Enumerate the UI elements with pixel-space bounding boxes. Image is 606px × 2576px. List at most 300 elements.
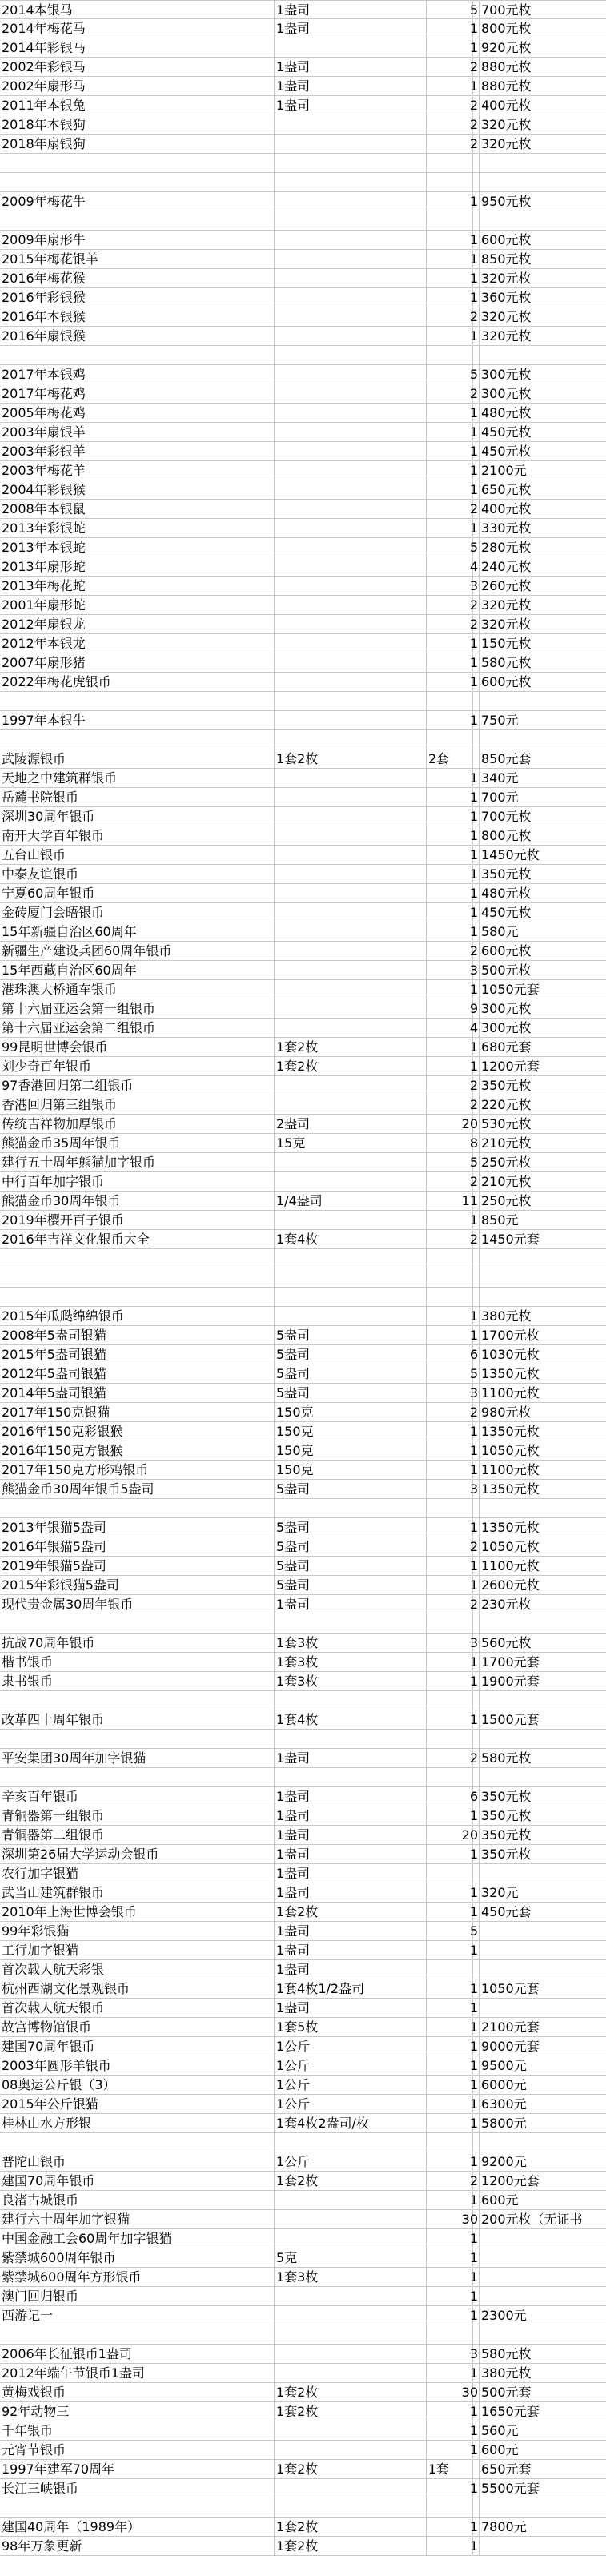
quantity-cell[interactable] <box>469 577 480 595</box>
price-cell[interactable]: 1030元枚 <box>481 1347 540 1362</box>
quantity-cell[interactable] <box>473 346 480 364</box>
quantity-cell[interactable] <box>469 1537 480 1556</box>
spec-cell[interactable]: 150克 <box>275 1403 427 1421</box>
price-cell[interactable]: 320元枚 <box>481 597 532 613</box>
price-cell[interactable]: 1350元枚 <box>481 1424 540 1439</box>
set-count-cell[interactable] <box>427 942 473 960</box>
quantity-cell[interactable] <box>469 980 480 999</box>
item-name-cell[interactable]: 1997年建军70周年 <box>0 2460 275 2478</box>
set-count-cell[interactable] <box>427 2095 473 2113</box>
item-name-cell[interactable]: 武陵源银币 <box>0 749 275 768</box>
price-cell[interactable]: 1050元枚 <box>481 1539 540 1554</box>
spec-cell[interactable]: 5盎司 <box>275 1576 427 1594</box>
item-name-cell[interactable] <box>0 1730 275 1748</box>
item-name-cell[interactable] <box>0 1249 275 1268</box>
quantity-cell[interactable] <box>473 1268 480 1287</box>
quantity-cell[interactable] <box>469 2248 480 2267</box>
price-cell[interactable]: 300元枚 <box>481 1001 532 1016</box>
price-cell[interactable]: 300元枚 <box>481 367 532 382</box>
price-cell[interactable]: 450元枚 <box>481 905 532 920</box>
quantity-cell[interactable] <box>473 2325 480 2344</box>
item-name-cell[interactable]: 农行加字银猫 <box>0 1864 275 1883</box>
price-cell[interactable]: 340元 <box>481 770 519 786</box>
item-name-cell[interactable]: 中泰友谊银币 <box>0 865 275 883</box>
quantity-cell[interactable] <box>469 519 480 537</box>
item-name-cell[interactable]: 西游记一 <box>0 2306 275 2325</box>
spec-cell[interactable] <box>275 634 427 653</box>
price-cell[interactable]: 240元枚 <box>481 559 532 574</box>
set-count-cell[interactable] <box>427 384 473 403</box>
set-count-cell[interactable] <box>427 2306 473 2325</box>
item-name-cell[interactable]: 2014年彩银马 <box>0 38 275 57</box>
item-name-cell[interactable]: 青铜器第一组银币 <box>0 1806 275 1825</box>
quantity-cell[interactable] <box>469 307 480 326</box>
price-cell[interactable]: 320元枚 <box>481 117 532 132</box>
spec-cell[interactable]: 1套3枚 <box>275 1634 427 1652</box>
item-name-cell[interactable]: 港珠澳大桥通车银币 <box>0 980 275 999</box>
price-cell[interactable]: 210元枚 <box>481 1174 532 1189</box>
price-cell[interactable]: 6300元 <box>481 2096 527 2112</box>
quantity-cell[interactable] <box>473 1249 480 1268</box>
price-cell[interactable]: 380元枚 <box>481 1308 532 1324</box>
quantity-cell[interactable] <box>469 634 480 653</box>
item-name-cell[interactable]: 2018年本银狗 <box>0 115 275 134</box>
price-cell[interactable] <box>480 1922 606 1940</box>
set-count-cell[interactable] <box>427 1691 473 1710</box>
price-cell[interactable]: 920元枚 <box>481 40 532 55</box>
item-name-cell[interactable]: 99昆明世博会银币 <box>0 1038 275 1056</box>
item-name-cell[interactable]: 香港回归第三组银币 <box>0 1095 275 1114</box>
spec-cell[interactable] <box>275 2345 427 2363</box>
quantity-cell[interactable] <box>469 365 480 384</box>
price-cell[interactable]: 450元枚 <box>481 424 532 440</box>
set-count-cell[interactable] <box>427 1518 473 1537</box>
spec-cell[interactable] <box>275 1691 427 1710</box>
item-name-cell[interactable]: 平安集团30周年加字银猫 <box>0 1749 275 1767</box>
item-name-cell[interactable]: 建国40周年（1989年） <box>0 2518 275 2536</box>
quantity-cell[interactable] <box>469 135 480 153</box>
quantity-cell[interactable] <box>469 1999 480 2017</box>
quantity-cell[interactable] <box>473 211 480 230</box>
set-count-cell[interactable] <box>427 96 473 115</box>
quantity-cell[interactable] <box>469 653 480 672</box>
item-name-cell[interactable]: 2016年150克彩银猴 <box>0 1422 275 1441</box>
price-cell[interactable]: 5800元 <box>481 2116 527 2131</box>
price-cell[interactable]: 600元枚 <box>481 232 532 247</box>
price-cell[interactable]: 700元 <box>481 790 519 805</box>
price-cell[interactable]: 560元 <box>481 2423 519 2438</box>
quantity-cell[interactable] <box>469 2518 480 2536</box>
set-count-cell[interactable] <box>427 1710 473 1729</box>
quantity-cell[interactable] <box>469 58 480 76</box>
item-name-cell[interactable]: 2003年扇银羊 <box>0 423 275 441</box>
quantity-cell[interactable] <box>469 2268 480 2286</box>
price-cell[interactable]: 220元枚 <box>481 1097 532 1112</box>
quantity-cell[interactable] <box>469 1845 480 1863</box>
price-cell[interactable]: 250元枚 <box>481 1193 532 1208</box>
quantity-cell[interactable] <box>469 38 480 57</box>
spec-cell[interactable] <box>275 1730 427 1748</box>
price-cell[interactable]: 2100元 <box>481 463 527 478</box>
price-cell[interactable]: 680元套 <box>481 1039 532 1055</box>
set-count-cell[interactable] <box>427 769 473 787</box>
set-count-cell[interactable] <box>427 1230 473 1248</box>
price-cell[interactable]: 320元 <box>481 1885 519 1900</box>
set-count-cell[interactable] <box>427 1307 473 1325</box>
price-cell[interactable]: 1050元套 <box>481 1981 540 1996</box>
price-cell[interactable]: 500元枚 <box>481 962 532 978</box>
price-cell[interactable]: 480元枚 <box>481 405 532 420</box>
item-name-cell[interactable]: 2015年梅花银羊 <box>0 250 275 268</box>
item-name-cell[interactable]: 元宵节银币 <box>0 2441 275 2459</box>
item-name-cell[interactable] <box>0 211 275 230</box>
item-name-cell[interactable]: 中国金融工会60周年加字银猫 <box>0 2229 275 2248</box>
set-count-cell[interactable] <box>427 2133 473 2152</box>
price-cell[interactable]: 350元枚 <box>481 866 532 882</box>
quantity-cell[interactable] <box>469 288 480 307</box>
set-count-cell[interactable] <box>427 1153 473 1171</box>
quantity-cell[interactable] <box>469 96 480 115</box>
price-cell[interactable] <box>480 2537 606 2555</box>
set-count-cell[interactable] <box>427 903 473 922</box>
spec-cell[interactable] <box>275 826 427 845</box>
quantity-cell[interactable] <box>469 903 480 922</box>
price-cell[interactable]: 1050元枚 <box>481 1443 540 1458</box>
spec-cell[interactable] <box>275 192 427 211</box>
quantity-cell[interactable] <box>469 884 480 902</box>
quantity-cell[interactable] <box>469 2056 480 2075</box>
set-count-cell[interactable]: 2套 <box>427 749 473 768</box>
set-count-cell[interactable] <box>427 2498 473 2517</box>
quantity-cell[interactable] <box>469 1634 480 1652</box>
price-cell[interactable]: 320元枚 <box>481 136 532 151</box>
spec-cell[interactable] <box>275 942 427 960</box>
price-cell[interactable] <box>480 1691 606 1710</box>
item-name-cell[interactable]: 2002年彩银马 <box>0 58 275 76</box>
set-count-cell[interactable] <box>427 615 473 633</box>
quantity-cell[interactable] <box>469 2421 480 2440</box>
price-cell[interactable] <box>480 1249 606 1268</box>
spec-cell[interactable] <box>275 250 427 268</box>
price-cell[interactable] <box>480 154 606 172</box>
spec-cell[interactable] <box>275 423 427 441</box>
set-count-cell[interactable] <box>427 1845 473 1863</box>
set-count-cell[interactable] <box>427 673 473 691</box>
set-count-cell[interactable] <box>427 1134 473 1152</box>
item-name-cell[interactable]: 2012年扇银龙 <box>0 615 275 633</box>
item-name-cell[interactable]: 中行百年加字银币 <box>0 1172 275 1191</box>
spec-cell[interactable]: 1套2枚 <box>275 2460 427 2478</box>
quantity-cell[interactable] <box>469 1672 480 1690</box>
spec-cell[interactable]: 1公斤 <box>275 2076 427 2094</box>
item-name-cell[interactable]: 现代贵金属30周年银币 <box>0 1595 275 1614</box>
set-count-cell[interactable] <box>427 211 473 230</box>
set-count-cell[interactable] <box>427 346 473 364</box>
spec-cell[interactable] <box>275 384 427 403</box>
spec-cell[interactable] <box>275 577 427 595</box>
spec-cell[interactable]: 1套5枚 <box>275 2018 427 2036</box>
quantity-cell[interactable] <box>469 1979 480 1998</box>
set-count-cell[interactable] <box>427 2076 473 2094</box>
quantity-cell[interactable] <box>469 231 480 249</box>
price-cell[interactable]: 350元枚 <box>481 1808 532 1823</box>
set-count-cell[interactable] <box>427 980 473 999</box>
spec-cell[interactable] <box>275 788 427 806</box>
item-name-cell[interactable]: 2015年彩银猫5盎司 <box>0 1576 275 1594</box>
spec-cell[interactable]: 1套3枚 <box>275 1653 427 1671</box>
set-count-cell[interactable] <box>427 1172 473 1191</box>
item-name-cell[interactable]: 2008年5盎司银猫 <box>0 1326 275 1344</box>
price-cell[interactable]: 950元枚 <box>481 194 532 209</box>
spec-cell[interactable] <box>275 980 427 999</box>
price-cell[interactable] <box>480 1941 606 1959</box>
set-count-cell[interactable] <box>427 692 473 710</box>
set-count-cell[interactable] <box>427 538 473 557</box>
quantity-cell[interactable] <box>469 1326 480 1344</box>
price-cell[interactable]: 320元枚 <box>481 271 532 286</box>
set-count-cell[interactable] <box>427 1480 473 1498</box>
price-cell[interactable]: 560元枚 <box>481 1635 532 1650</box>
set-count-cell[interactable] <box>427 2287 473 2305</box>
item-name-cell[interactable]: 2022年梅花虎银币 <box>0 673 275 691</box>
item-name-cell[interactable]: 2013年银猫5盎司 <box>0 1518 275 1537</box>
item-name-cell[interactable]: 五台山银币 <box>0 846 275 864</box>
set-count-cell[interactable] <box>427 999 473 1018</box>
item-name-cell[interactable]: 熊猫金币35周年银币 <box>0 1134 275 1152</box>
set-count-cell[interactable] <box>427 1422 473 1441</box>
set-count-cell[interactable] <box>427 1441 473 1460</box>
item-name-cell[interactable]: 金砖厦门会晤银币 <box>0 903 275 922</box>
set-count-cell[interactable] <box>427 2248 473 2267</box>
price-cell[interactable] <box>480 173 606 191</box>
set-count-cell[interactable] <box>427 1749 473 1767</box>
item-name-cell[interactable]: 2016年扇银猴 <box>0 327 275 345</box>
spec-cell[interactable] <box>275 673 427 691</box>
spec-cell[interactable]: 1盎司 <box>275 58 427 76</box>
spec-cell[interactable] <box>275 1019 427 1037</box>
quantity-cell[interactable] <box>469 1403 480 1421</box>
quantity-cell[interactable] <box>473 2460 480 2478</box>
quantity-cell[interactable] <box>469 461 480 480</box>
price-cell[interactable] <box>480 1999 606 2017</box>
item-name-cell[interactable] <box>0 692 275 710</box>
quantity-cell[interactable] <box>469 1576 480 1594</box>
quantity-cell[interactable] <box>461 1192 480 1210</box>
quantity-cell[interactable] <box>461 1826 480 1844</box>
set-count-cell[interactable] <box>427 653 473 672</box>
set-count-cell[interactable] <box>427 1019 473 1037</box>
spec-cell[interactable] <box>275 115 427 134</box>
set-count-cell[interactable] <box>427 1595 473 1614</box>
item-name-cell[interactable]: 2012年本银龙 <box>0 634 275 653</box>
quantity-cell[interactable] <box>473 1768 480 1786</box>
item-name-cell[interactable]: 刘少奇百年银币 <box>0 1057 275 1075</box>
set-count-cell[interactable] <box>427 1537 473 1556</box>
price-cell[interactable] <box>480 2268 606 2286</box>
quantity-cell[interactable] <box>473 1960 480 1979</box>
item-name-cell[interactable]: 2014年梅花马 <box>0 19 275 38</box>
price-cell[interactable]: 700元枚 <box>481 809 532 824</box>
quantity-cell[interactable] <box>469 1211 480 1229</box>
price-cell[interactable]: 300元枚 <box>481 386 532 401</box>
item-name-cell[interactable]: 辛亥百年银币 <box>0 1787 275 1806</box>
price-cell[interactable]: 530元枚 <box>481 1116 532 1131</box>
set-count-cell[interactable] <box>427 1038 473 1056</box>
quantity-cell[interactable] <box>461 1115 480 1133</box>
quantity-cell[interactable] <box>469 2037 480 2056</box>
set-count-cell[interactable] <box>427 1268 473 1287</box>
spec-cell[interactable] <box>275 2191 427 2209</box>
quantity-cell[interactable] <box>469 538 480 557</box>
item-name-cell[interactable]: 2003年梅花羊 <box>0 461 275 480</box>
item-name-cell[interactable] <box>0 1499 275 1517</box>
price-cell[interactable]: 330元枚 <box>481 520 532 536</box>
spec-cell[interactable] <box>275 500 427 518</box>
spec-cell[interactable]: 1公斤 <box>275 2056 427 2075</box>
quantity-cell[interactable] <box>469 1710 480 1729</box>
quantity-cell[interactable] <box>469 2018 480 2036</box>
quantity-cell[interactable] <box>473 1730 480 1748</box>
item-name-cell[interactable]: 2006年长征银币1盎司 <box>0 2345 275 2363</box>
set-count-cell[interactable] <box>427 1576 473 1594</box>
quantity-cell[interactable] <box>469 1595 480 1614</box>
price-cell[interactable]: 480元枚 <box>481 886 532 901</box>
item-name-cell[interactable]: 2016年150克方银猴 <box>0 1441 275 1460</box>
set-count-cell[interactable] <box>427 77 473 95</box>
price-cell[interactable]: 1450元枚 <box>481 847 540 862</box>
quantity-cell[interactable] <box>469 673 480 691</box>
set-count-cell[interactable] <box>427 500 473 518</box>
quantity-cell[interactable] <box>473 2133 480 2152</box>
spec-cell[interactable] <box>275 692 427 710</box>
spec-cell[interactable]: 2盎司 <box>275 1115 427 1133</box>
spec-cell[interactable]: 1套2枚 <box>275 2383 427 2401</box>
quantity-cell[interactable] <box>469 1883 480 1902</box>
spec-cell[interactable]: 1盎司 <box>275 1864 427 1883</box>
set-count-cell[interactable] <box>427 365 473 384</box>
price-cell[interactable]: 2300元 <box>481 2308 527 2323</box>
spec-cell[interactable] <box>275 135 427 153</box>
spec-cell[interactable] <box>275 307 427 326</box>
spec-cell[interactable]: 1公斤 <box>275 2152 427 2171</box>
price-cell[interactable]: 750元 <box>481 713 519 728</box>
item-name-cell[interactable]: 2015年5盎司银猫 <box>0 1345 275 1364</box>
price-cell[interactable]: 580元枚 <box>481 1750 532 1766</box>
set-count-cell[interactable] <box>427 2325 473 2344</box>
set-count-cell[interactable] <box>427 1095 473 1114</box>
item-name-cell[interactable]: 2009年扇形牛 <box>0 231 275 249</box>
set-count-cell[interactable] <box>427 865 473 883</box>
set-count-cell[interactable] <box>427 730 473 749</box>
set-count-cell[interactable] <box>427 269 473 287</box>
set-count-cell[interactable] <box>427 2364 473 2382</box>
item-name-cell[interactable]: 建国70周年银币 <box>0 2172 275 2190</box>
set-count-cell[interactable] <box>427 2152 473 2171</box>
item-name-cell[interactable]: 普陀山银币 <box>0 2152 275 2171</box>
price-cell[interactable] <box>480 730 606 749</box>
set-count-cell[interactable] <box>427 1672 473 1690</box>
spec-cell[interactable]: 5盎司 <box>275 1480 427 1498</box>
price-cell[interactable]: 350元枚 <box>481 1827 532 1843</box>
set-count-cell[interactable] <box>427 1634 473 1652</box>
item-name-cell[interactable] <box>0 2498 275 2517</box>
item-name-cell[interactable]: 宁夏60周年银币 <box>0 884 275 902</box>
set-count-cell[interactable] <box>427 19 473 38</box>
quantity-cell[interactable] <box>469 2479 480 2498</box>
item-name-cell[interactable]: 2003年圆形羊银币 <box>0 2056 275 2075</box>
spec-cell[interactable]: 1套2枚 <box>275 1903 427 1921</box>
quantity-cell[interactable] <box>469 19 480 38</box>
item-name-cell[interactable]: 2016年本银猴 <box>0 307 275 326</box>
price-cell[interactable]: 7800元 <box>481 2519 527 2534</box>
item-name-cell[interactable]: 98年万象更新 <box>0 2537 275 2555</box>
item-name-cell[interactable]: 第十六届亚运会第二组银币 <box>0 1019 275 1037</box>
spec-cell[interactable]: 5克 <box>275 2248 427 2267</box>
spec-cell[interactable] <box>275 711 427 729</box>
price-cell[interactable]: 2100元套 <box>481 2019 540 2035</box>
quantity-cell[interactable] <box>469 1019 480 1037</box>
quantity-cell[interactable] <box>469 269 480 287</box>
item-name-cell[interactable] <box>0 1768 275 1786</box>
item-name-cell[interactable]: 武当山建筑群银币 <box>0 1883 275 1902</box>
set-count-cell[interactable] <box>427 1787 473 1806</box>
quantity-cell[interactable] <box>473 1499 480 1517</box>
price-cell[interactable]: 320元枚 <box>481 328 532 344</box>
price-cell[interactable]: 1900元套 <box>481 1674 540 1689</box>
spec-cell[interactable] <box>275 961 427 979</box>
item-name-cell[interactable]: 首次载人航天彩银 <box>0 1960 275 1979</box>
spec-cell[interactable] <box>275 865 427 883</box>
spec-cell[interactable] <box>275 1172 427 1191</box>
item-name-cell[interactable]: 2017年本银鸡 <box>0 365 275 384</box>
price-cell[interactable]: 1350元枚 <box>481 1481 540 1497</box>
item-name-cell[interactable] <box>0 1288 275 1306</box>
quantity-cell[interactable] <box>469 1038 480 1056</box>
set-count-cell[interactable] <box>427 1941 473 1959</box>
set-count-cell[interactable] <box>427 2479 473 2498</box>
spec-cell[interactable] <box>275 2325 427 2344</box>
price-cell[interactable] <box>480 2325 606 2344</box>
quantity-cell[interactable] <box>469 2537 480 2555</box>
quantity-cell[interactable] <box>469 480 480 499</box>
price-cell[interactable]: 980元枚 <box>481 1405 532 1420</box>
spec-cell[interactable] <box>275 442 427 460</box>
item-name-cell[interactable]: 建行六十周年加字银猫 <box>0 2210 275 2228</box>
spec-cell[interactable]: 1/4盎司 <box>275 1192 427 1210</box>
set-count-cell[interactable] <box>427 404 473 422</box>
quantity-cell[interactable] <box>469 1787 480 1806</box>
price-cell[interactable]: 850元 <box>481 1212 519 1228</box>
spec-cell[interactable]: 1套3枚 <box>275 2268 427 2286</box>
item-name-cell[interactable]: 2004年彩银猴 <box>0 480 275 499</box>
spec-cell[interactable] <box>275 288 427 307</box>
price-cell[interactable]: 300元枚 <box>481 1020 532 1035</box>
set-count-cell[interactable] <box>427 2229 473 2248</box>
set-count-cell[interactable] <box>427 1883 473 1902</box>
quantity-cell[interactable] <box>469 384 480 403</box>
price-cell[interactable]: 1050元套 <box>481 982 540 997</box>
price-cell[interactable] <box>480 211 606 230</box>
quantity-cell[interactable] <box>469 2076 480 2094</box>
spec-cell[interactable]: 1盎司 <box>275 1 427 19</box>
price-cell[interactable]: 1200元套 <box>481 1059 540 1074</box>
set-count-cell[interactable] <box>427 596 473 614</box>
quantity-cell[interactable] <box>469 2172 480 2190</box>
quantity-cell[interactable] <box>473 730 480 749</box>
spec-cell[interactable] <box>275 538 427 557</box>
quantity-cell[interactable] <box>469 1749 480 1767</box>
quantity-cell[interactable] <box>469 2441 480 2459</box>
